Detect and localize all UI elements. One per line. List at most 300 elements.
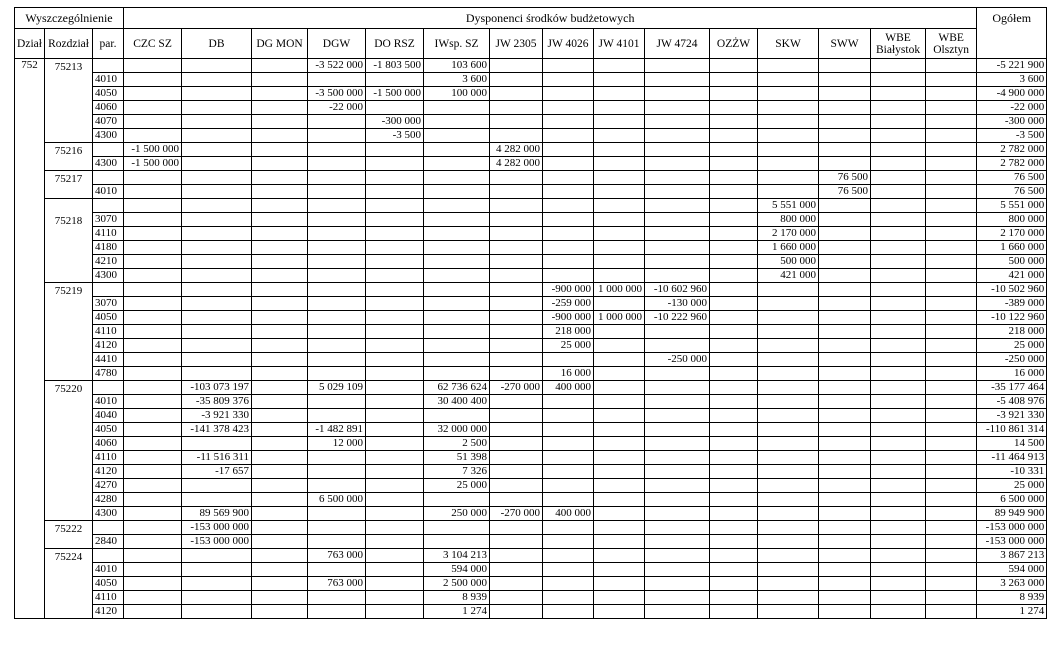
value-cell: -10 222 960	[645, 311, 710, 325]
par-cell: 4120	[93, 605, 124, 619]
value-cell	[819, 115, 871, 129]
value-cell	[871, 605, 926, 619]
value-cell	[124, 465, 182, 479]
value-cell: 32 000 000	[424, 423, 490, 437]
value-cell	[252, 241, 308, 255]
value-cell	[366, 269, 424, 283]
table-row	[15, 213, 1047, 227]
value-cell	[252, 213, 308, 227]
value-cell	[252, 367, 308, 381]
table-row	[15, 423, 1047, 437]
total-cell: -300 000	[977, 115, 1047, 129]
header-col-12: SWW	[819, 29, 871, 59]
value-cell: 16 000	[543, 367, 594, 381]
value-cell	[594, 367, 645, 381]
value-cell	[926, 549, 977, 563]
value-cell	[543, 549, 594, 563]
value-cell	[594, 255, 645, 269]
value-cell	[543, 465, 594, 479]
value-cell	[182, 115, 252, 129]
value-cell	[871, 493, 926, 507]
value-cell	[871, 269, 926, 283]
value-cell	[490, 213, 543, 227]
value-cell	[819, 59, 871, 73]
value-cell: 25 000	[543, 339, 594, 353]
value-cell	[124, 325, 182, 339]
value-cell	[543, 73, 594, 87]
rozdzial-label: 75217	[54, 173, 83, 185]
value-cell	[424, 409, 490, 423]
value-cell	[710, 115, 758, 129]
table-row	[15, 59, 1047, 73]
value-cell	[594, 339, 645, 353]
value-cell	[182, 101, 252, 115]
value-cell	[645, 381, 710, 395]
value-cell	[366, 339, 424, 353]
value-cell	[871, 549, 926, 563]
value-cell	[182, 213, 252, 227]
value-cell	[710, 423, 758, 437]
value-cell	[819, 311, 871, 325]
value-cell	[926, 423, 977, 437]
par-cell: 4060	[93, 437, 124, 451]
value-cell	[252, 521, 308, 535]
value-cell: -141 378 423	[182, 423, 252, 437]
value-cell	[424, 353, 490, 367]
value-cell	[594, 297, 645, 311]
value-cell: -270 000	[490, 507, 543, 521]
value-cell	[926, 325, 977, 339]
par-cell: 3070	[93, 297, 124, 311]
value-cell	[926, 605, 977, 619]
value-cell	[758, 591, 819, 605]
value-cell	[645, 339, 710, 353]
value-cell	[645, 269, 710, 283]
value-cell	[182, 591, 252, 605]
value-cell	[645, 199, 710, 213]
value-cell	[819, 283, 871, 297]
value-cell	[871, 283, 926, 297]
value-cell	[819, 199, 871, 213]
total-cell: 1 660 000	[977, 241, 1047, 255]
value-cell: -1 803 500	[366, 59, 424, 73]
value-cell	[252, 283, 308, 297]
value-cell	[490, 339, 543, 353]
table-row	[15, 493, 1047, 507]
value-cell	[819, 143, 871, 157]
value-cell	[308, 339, 366, 353]
value-cell	[124, 409, 182, 423]
par-cell: 4050	[93, 311, 124, 325]
total-cell: -3 500	[977, 129, 1047, 143]
value-cell	[543, 521, 594, 535]
value-cell	[645, 395, 710, 409]
value-cell	[490, 451, 543, 465]
value-cell: -3 500	[366, 129, 424, 143]
table-row	[15, 591, 1047, 605]
value-cell	[594, 493, 645, 507]
value-cell	[871, 199, 926, 213]
value-cell	[594, 437, 645, 451]
value-cell: 6 500 000	[308, 493, 366, 507]
table-row	[15, 311, 1047, 325]
value-cell	[710, 367, 758, 381]
value-cell	[308, 227, 366, 241]
value-cell	[424, 325, 490, 339]
value-cell	[366, 493, 424, 507]
value-cell: 76 500	[819, 171, 871, 185]
value-cell	[308, 73, 366, 87]
total-cell: 500 000	[977, 255, 1047, 269]
value-cell	[871, 311, 926, 325]
value-cell	[926, 381, 977, 395]
table-row	[15, 325, 1047, 339]
value-cell	[594, 171, 645, 185]
value-cell	[758, 157, 819, 171]
value-cell	[871, 521, 926, 535]
value-cell	[252, 73, 308, 87]
value-cell	[252, 157, 308, 171]
value-cell	[252, 409, 308, 423]
value-cell	[758, 129, 819, 143]
value-cell	[926, 143, 977, 157]
value-cell	[819, 73, 871, 87]
value-cell	[124, 171, 182, 185]
value-cell	[124, 269, 182, 283]
table-body	[15, 59, 1047, 619]
value-cell	[124, 451, 182, 465]
value-cell	[490, 59, 543, 73]
par-cell: 4110	[93, 325, 124, 339]
value-cell	[594, 465, 645, 479]
value-cell	[252, 101, 308, 115]
value-cell	[594, 325, 645, 339]
value-cell	[819, 255, 871, 269]
value-cell: 2 500 000	[424, 577, 490, 591]
value-cell	[543, 227, 594, 241]
value-cell	[490, 227, 543, 241]
value-cell	[424, 283, 490, 297]
value-cell	[819, 535, 871, 549]
par-cell: 4010	[93, 73, 124, 87]
value-cell	[124, 73, 182, 87]
value-cell	[490, 395, 543, 409]
budget-table	[14, 7, 1047, 619]
value-cell: -900 000	[543, 283, 594, 297]
par-cell: 4270	[93, 479, 124, 493]
total-cell: 3 867 213	[977, 549, 1047, 563]
value-cell	[366, 311, 424, 325]
value-cell	[543, 115, 594, 129]
value-cell	[543, 241, 594, 255]
value-cell	[871, 395, 926, 409]
value-cell	[871, 339, 926, 353]
value-cell	[252, 199, 308, 213]
header-col-13: WBE Białystok	[871, 29, 926, 59]
value-cell	[594, 73, 645, 87]
value-cell	[124, 339, 182, 353]
value-cell	[366, 577, 424, 591]
value-cell	[366, 73, 424, 87]
value-cell	[490, 423, 543, 437]
value-cell	[366, 353, 424, 367]
value-cell	[308, 199, 366, 213]
par-cell: 4300	[93, 157, 124, 171]
value-cell	[645, 577, 710, 591]
value-cell	[366, 199, 424, 213]
value-cell	[710, 605, 758, 619]
value-cell	[182, 479, 252, 493]
value-cell	[594, 521, 645, 535]
value-cell	[871, 185, 926, 199]
value-cell	[543, 143, 594, 157]
table-row	[15, 73, 1047, 87]
value-cell	[710, 129, 758, 143]
value-cell	[490, 353, 543, 367]
value-cell	[819, 479, 871, 493]
value-cell: -3 522 000	[308, 59, 366, 73]
value-cell	[645, 115, 710, 129]
value-cell	[543, 591, 594, 605]
par-cell: 2840	[93, 535, 124, 549]
value-cell	[645, 465, 710, 479]
par-cell	[93, 549, 124, 563]
total-cell: -10 331	[977, 465, 1047, 479]
value-cell: 594 000	[424, 563, 490, 577]
value-cell	[645, 507, 710, 521]
value-cell	[543, 479, 594, 493]
value-cell	[758, 479, 819, 493]
value-cell	[182, 269, 252, 283]
value-cell	[124, 213, 182, 227]
table-row	[15, 339, 1047, 353]
value-cell	[710, 283, 758, 297]
value-cell	[926, 493, 977, 507]
value-cell	[710, 521, 758, 535]
value-cell	[758, 381, 819, 395]
value-cell: -3 500 000	[308, 87, 366, 101]
total-cell: -10 122 960	[977, 311, 1047, 325]
value-cell	[252, 115, 308, 129]
total-cell: 89 949 900	[977, 507, 1047, 521]
total-cell: 25 000	[977, 479, 1047, 493]
value-cell	[124, 59, 182, 73]
value-cell	[543, 353, 594, 367]
value-cell	[926, 577, 977, 591]
value-cell	[124, 437, 182, 451]
value-cell: 763 000	[308, 549, 366, 563]
value-cell	[490, 367, 543, 381]
value-cell	[543, 171, 594, 185]
par-cell: 4050	[93, 87, 124, 101]
value-cell	[182, 87, 252, 101]
value-cell: -22 000	[308, 101, 366, 115]
value-cell	[252, 339, 308, 353]
value-cell: 5 029 109	[308, 381, 366, 395]
value-cell	[645, 171, 710, 185]
value-cell	[182, 157, 252, 171]
par-cell: 4010	[93, 395, 124, 409]
value-cell	[819, 325, 871, 339]
total-cell: -35 177 464	[977, 381, 1047, 395]
value-cell	[758, 101, 819, 115]
value-cell	[366, 381, 424, 395]
value-cell	[366, 297, 424, 311]
value-cell	[710, 549, 758, 563]
par-cell: 4410	[93, 353, 124, 367]
value-cell	[424, 241, 490, 255]
value-cell	[645, 423, 710, 437]
value-cell	[819, 521, 871, 535]
value-cell	[710, 199, 758, 213]
value-cell	[308, 451, 366, 465]
value-cell	[926, 451, 977, 465]
value-cell	[926, 199, 977, 213]
value-cell	[758, 143, 819, 157]
value-cell	[543, 185, 594, 199]
value-cell	[594, 157, 645, 171]
value-cell	[182, 297, 252, 311]
header-col-7: JW 4026	[543, 29, 594, 59]
table-row	[15, 269, 1047, 283]
value-cell	[758, 437, 819, 451]
value-cell: 400 000	[543, 381, 594, 395]
header-dzial: Dział	[15, 29, 45, 59]
table-row	[15, 255, 1047, 269]
value-cell	[926, 283, 977, 297]
value-cell	[124, 535, 182, 549]
header-row-columns	[15, 29, 1047, 59]
value-cell	[871, 451, 926, 465]
value-cell	[252, 395, 308, 409]
value-cell	[308, 283, 366, 297]
value-cell	[645, 73, 710, 87]
value-cell	[758, 339, 819, 353]
value-cell	[182, 325, 252, 339]
value-cell: -270 000	[490, 381, 543, 395]
value-cell	[594, 381, 645, 395]
value-cell	[710, 213, 758, 227]
value-cell	[182, 605, 252, 619]
total-cell: -250 000	[977, 353, 1047, 367]
value-cell	[710, 325, 758, 339]
value-cell	[124, 129, 182, 143]
value-cell	[594, 479, 645, 493]
value-cell	[594, 129, 645, 143]
value-cell	[594, 423, 645, 437]
value-cell	[594, 535, 645, 549]
value-cell: 1 000 000	[594, 283, 645, 297]
value-cell	[308, 255, 366, 269]
value-cell: -10 602 960	[645, 283, 710, 297]
value-cell	[543, 409, 594, 423]
value-cell: 3 104 213	[424, 549, 490, 563]
value-cell	[710, 185, 758, 199]
value-cell	[182, 311, 252, 325]
value-cell: -259 000	[543, 297, 594, 311]
table-row	[15, 507, 1047, 521]
value-cell	[490, 241, 543, 255]
value-cell	[819, 101, 871, 115]
value-cell	[871, 213, 926, 227]
table-row	[15, 395, 1047, 409]
value-cell: 4 282 000	[490, 143, 543, 157]
table-row	[15, 87, 1047, 101]
value-cell	[490, 409, 543, 423]
value-cell	[366, 423, 424, 437]
value-cell	[252, 255, 308, 269]
value-cell	[490, 87, 543, 101]
par-cell: 4070	[93, 115, 124, 129]
value-cell	[252, 535, 308, 549]
value-cell	[926, 73, 977, 87]
value-cell	[710, 507, 758, 521]
value-cell	[252, 185, 308, 199]
value-cell: 103 600	[424, 59, 490, 73]
value-cell	[366, 227, 424, 241]
value-cell	[366, 325, 424, 339]
par-cell: 4210	[93, 255, 124, 269]
value-cell	[819, 87, 871, 101]
value-cell	[366, 563, 424, 577]
value-cell	[819, 213, 871, 227]
par-cell: 4050	[93, 577, 124, 591]
value-cell	[543, 87, 594, 101]
value-cell	[758, 465, 819, 479]
table-row	[15, 157, 1047, 171]
value-cell	[710, 451, 758, 465]
value-cell	[124, 311, 182, 325]
value-cell	[710, 395, 758, 409]
header-col-14: WBE Olsztyn	[926, 29, 977, 59]
value-cell	[758, 563, 819, 577]
value-cell	[871, 423, 926, 437]
rozdzial-cell	[45, 549, 93, 619]
value-cell	[543, 437, 594, 451]
value-cell: -17 657	[182, 465, 252, 479]
value-cell	[424, 493, 490, 507]
par-cell: 4780	[93, 367, 124, 381]
value-cell: 1 274	[424, 605, 490, 619]
value-cell	[645, 451, 710, 465]
value-cell	[124, 185, 182, 199]
par-cell: 4300	[93, 507, 124, 521]
value-cell	[758, 185, 819, 199]
rozdzial-cell	[45, 381, 93, 521]
value-cell	[543, 605, 594, 619]
table-row	[15, 563, 1047, 577]
value-cell	[645, 409, 710, 423]
par-cell: 4060	[93, 101, 124, 115]
header-dysponenci: Dysponenci środków budżetowych	[124, 8, 977, 29]
value-cell: 218 000	[543, 325, 594, 339]
value-cell	[645, 367, 710, 381]
value-cell	[252, 465, 308, 479]
total-cell: 1 274	[977, 605, 1047, 619]
value-cell	[871, 73, 926, 87]
rozdzial-label: 75219	[54, 285, 83, 297]
par-cell: 4010	[93, 185, 124, 199]
value-cell	[926, 465, 977, 479]
value-cell	[645, 563, 710, 577]
value-cell: -1 482 891	[308, 423, 366, 437]
value-cell	[710, 269, 758, 283]
value-cell	[926, 367, 977, 381]
total-cell: -5 221 900	[977, 59, 1047, 73]
value-cell	[252, 479, 308, 493]
value-cell	[594, 451, 645, 465]
table-row	[15, 199, 1047, 213]
